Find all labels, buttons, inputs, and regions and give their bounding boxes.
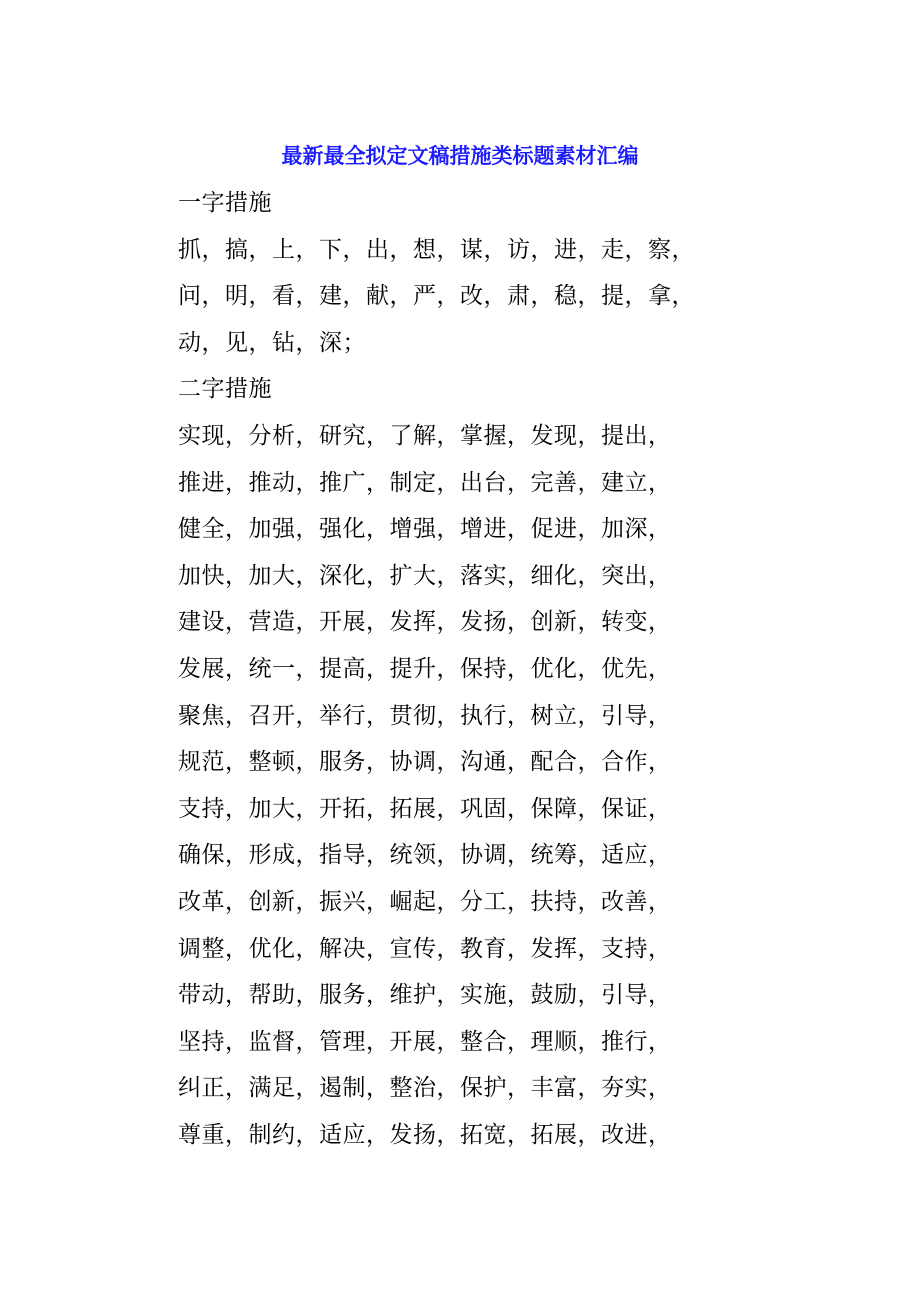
text-line: 问，明，看，建，献，严，改，肃，稳，提，拿， xyxy=(178,283,695,310)
document-title: 最新最全拟定文稿措施类标题素材汇编 xyxy=(281,144,639,168)
text-line: 推进，推动，推广，制定，出台，完善，建立， xyxy=(178,469,672,496)
text-line: 尊重，制约，适应，发扬，拓宽，拓展，改进， xyxy=(178,1121,672,1148)
text-line: 建设，营造，开展，发挥，发扬，创新，转变， xyxy=(178,609,672,636)
document-body xyxy=(178,184,778,1162)
text-line: 改革，创新，振兴，崛起，分工，扶持，改善， xyxy=(178,888,672,915)
text-line: 确保，形成，指导，统领，协调，统筹，适应， xyxy=(178,842,672,869)
text-line: 健全，加强，强化，增强，增进，促进，加深， xyxy=(178,516,672,543)
text-line: 加快，加大，深化，扩大，落实，细化，突出， xyxy=(178,562,672,589)
text-line: 调整，优化，解决，宣传，教育，发挥，支持， xyxy=(178,935,672,962)
text-line: 发展，统一，提高，提升，保持，优化，优先， xyxy=(178,655,672,682)
text-line: 支持，加大，开拓，拓展，巩固，保障，保证， xyxy=(178,795,672,822)
text-line: 抓，搞，上，下，出，想，谋，访，进，走，察， xyxy=(178,236,695,263)
text-line: 带动，帮助，服务，维护，实施，鼓励，引导， xyxy=(178,982,672,1009)
text-line: 动，见，钻，深； xyxy=(178,329,366,356)
text-line: 纠正，满足，遏制，整治，保护，丰富，夯实， xyxy=(178,1075,672,1102)
section-heading-one-char: 一字措施 xyxy=(178,190,272,216)
text-line: 规范，整顿，服务，协调，沟通，配合，合作， xyxy=(178,749,672,776)
text-line: 坚持，监督，管理，开展，整合，理顺，推行， xyxy=(178,1028,672,1055)
text-line: 聚焦，召开，举行，贯彻，执行，树立，引导， xyxy=(178,702,672,729)
text-line: 实现，分析，研究，了解，掌握，发现，提出， xyxy=(178,422,672,449)
section-heading-two-char: 二字措施 xyxy=(178,376,272,403)
